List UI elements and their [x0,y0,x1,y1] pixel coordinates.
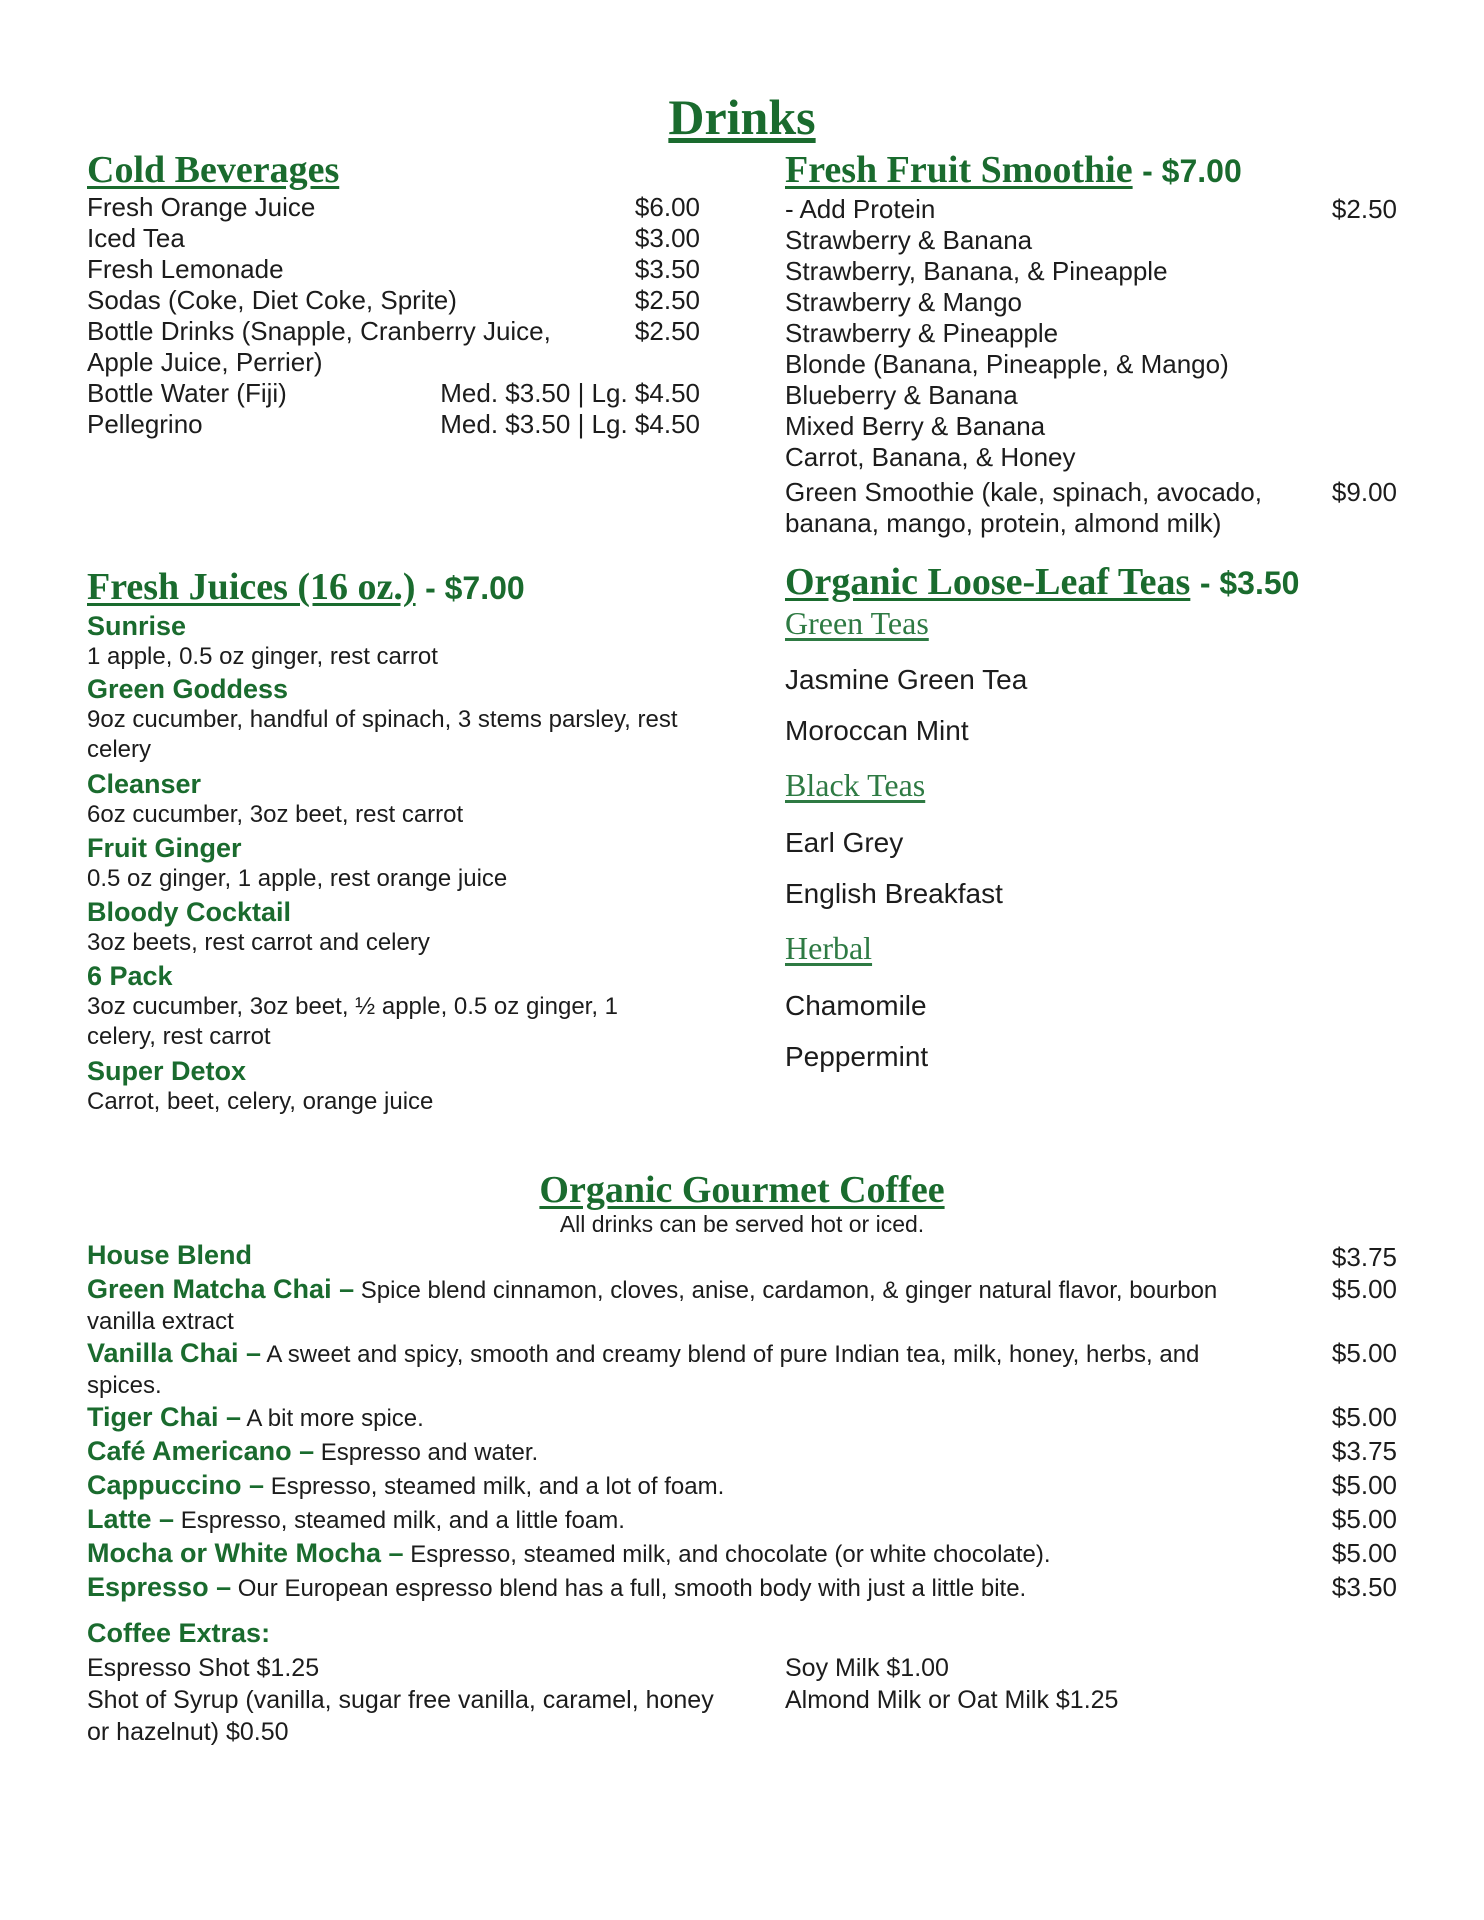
smoothie-item: Strawberry & Mango [785,287,1022,317]
coffee-name: Café Americano – [87,1436,315,1466]
smoothie-item: Strawberry & Banana [785,225,1033,255]
green-teas-label: Green Teas [785,605,929,641]
coffee-name: Green Matcha Chai – [87,1274,355,1304]
juice-name: Super Detox [87,1056,247,1086]
juice-name: Sunrise [87,611,187,641]
cold-item-name: Iced Tea [87,223,185,253]
smoothie-heading: Fresh Fruit Smoothie - $7.00 [785,149,1242,191]
smoothie-item: Carrot, Banana, & Honey [785,442,1076,472]
coffee-price: $5.00 [1331,1274,1397,1304]
smoothie-item: Blueberry & Banana [785,380,1018,410]
smoothie-item: banana, mango, protein, almond milk) [785,508,1222,538]
cold-item-price: Med. $3.50 | Lg. $4.50 [440,409,700,439]
juice-desc: 6oz cucumber, 3oz beet, rest carrot [87,801,464,828]
black-teas-label: Black Teas [785,767,926,803]
juice-name: Fruit Ginger [87,833,242,863]
coffee-item [87,1538,1267,1570]
juice-name: Green Goddess [87,674,289,704]
cold-item-name: Pellegrino [87,409,203,439]
juice-name: Bloody Cocktail [87,897,292,927]
tea-item: Moroccan Mint [785,715,969,746]
cold-item-name: Bottle Drinks (Snapple, Cranberry Juice, [87,316,551,346]
juice-desc: 1 apple, 0.5 oz ginger, rest carrot [87,643,438,670]
coffee-price: $3.50 [1331,1572,1397,1602]
teas-heading: Organic Loose-Leaf Teas - $3.50 [785,561,1300,603]
cold-item-name: Fresh Lemonade [87,254,284,284]
juices-heading: Fresh Juices (16 oz.) - $7.00 [87,566,525,608]
juices-heading-price: - $7.00 [425,570,525,606]
coffee-name: Espresso – [87,1572,232,1602]
coffee-item [87,1338,1277,1401]
coffee-item [87,1504,1267,1536]
coffee-desc: Espresso, steamed milk, and chocolate (or white chocolate). [410,1541,1051,1568]
teas-heading-price: - $3.50 [1199,565,1300,601]
cold-item-price: $2.50 [634,285,700,315]
cold-item-price: $3.00 [634,223,700,253]
coffee-price: $3.75 [1331,1436,1397,1466]
coffee-price: $5.00 [1331,1470,1397,1500]
coffee-name: House Blend [87,1240,253,1270]
coffee-note: All drinks can be served hot or iced. [559,1211,925,1237]
smoothie-heading-price: - $7.00 [1142,153,1242,189]
smoothie-item: Strawberry, Banana, & Pineapple [785,256,1168,286]
coffee-desc: Spice blend cinnamon, cloves, anise, cardamon, & ginger natural flavor, bourbon vanilla extract [87,1277,1218,1335]
tea-item: Chamomile [785,990,927,1021]
extra-item: Shot of Syrup (vanilla, sugar free vanilla, caramel, honey or hazelnut) $0.50 [87,1686,714,1746]
coffee-desc: A sweet and spicy, smooth and creamy blend of pure Indian tea, milk, honey, herbs, and spices. [87,1341,1200,1399]
tea-item: Jasmine Green Tea [785,664,1028,695]
coffee-item [87,1274,1237,1337]
cold-item-name: Sodas (Coke, Diet Coke, Sprite) [87,285,457,315]
tea-item: English Breakfast [785,878,1003,909]
coffee-price: $5.00 [1331,1338,1397,1368]
coffee-price: $5.00 [1331,1538,1397,1568]
cold-item-price: $3.50 [634,254,700,284]
smoothie-item: Blonde (Banana, Pineapple, & Mango) [785,349,1229,379]
coffee-name: Vanilla Chai – [87,1338,262,1368]
smoothie-item-price: $2.50 [1331,194,1397,224]
coffee-price: $3.75 [1331,1242,1397,1272]
page-title: Drinks [668,89,816,145]
juice-desc: 3oz beets, rest carrot and celery [87,929,430,956]
extra-item: Espresso Shot $1.25 [87,1654,320,1682]
juice-desc: 0.5 oz ginger, 1 apple, rest orange juice [87,865,508,892]
smoothie-item: Green Smoothie (kale, spinach, avocado, [785,477,1262,507]
extra-item: Soy Milk $1.00 [785,1654,949,1682]
coffee-price: $5.00 [1331,1402,1397,1432]
coffee-desc: Espresso and water. [320,1439,539,1466]
smoothie-item: Strawberry & Pineapple [785,318,1059,348]
cold-item-price: Med. $3.50 | Lg. $4.50 [440,378,700,408]
coffee-item [87,1470,1267,1502]
cold-item-name: Apple Juice, Perrier) [87,347,323,377]
juice-name: 6 Pack [87,961,173,991]
extra-item: Almond Milk or Oat Milk $1.25 [785,1686,1119,1714]
smoothie-item: - Add Protein [785,194,936,224]
juice-desc: 3oz cucumber, 3oz beet, ½ apple, 0.5 oz ginger, 1 celery, rest carrot [87,993,619,1050]
coffee-name: Cappuccino – [87,1470,265,1500]
coffee-name: Tiger Chai – [87,1402,242,1432]
smoothie-item-price: $9.00 [1331,477,1397,507]
coffee-name: Mocha or White Mocha – [87,1538,404,1568]
tea-item: Peppermint [785,1041,929,1072]
smoothie-item: Mixed Berry & Banana [785,411,1046,441]
coffee-desc: Our European espresso blend has a full, smooth body with just a little bite. [237,1575,1027,1602]
cold-item-name: Fresh Orange Juice [87,192,316,222]
tea-item: Earl Grey [785,827,904,858]
coffee-desc: A bit more spice. [246,1405,424,1432]
coffee-desc: Espresso, steamed milk, and a little foam. [180,1507,625,1534]
coffee-desc: Espresso, steamed milk, and a lot of foam. [270,1473,725,1500]
coffee-extras-heading: Coffee Extras: [87,1618,271,1648]
cold-item-price: $2.50 [634,316,700,346]
juice-name: Cleanser [87,769,202,799]
coffee-item [87,1436,1267,1468]
coffee-item [87,1240,1267,1272]
coffee-item [87,1572,1267,1604]
coffee-item [87,1402,1267,1434]
cold-beverages-heading: Cold Beverages [87,149,340,191]
juice-desc: Carrot, beet, celery, orange juice [87,1088,434,1115]
coffee-heading: Organic Gourmet Coffee [539,1169,945,1211]
cold-item-name: Bottle Water (Fiji) [87,378,287,408]
juice-desc: 9oz cucumber, handful of spinach, 3 stems parsley, rest celery [87,706,678,763]
coffee-price: $5.00 [1331,1504,1397,1534]
cold-item-price: $6.00 [634,192,700,222]
coffee-name: Latte – [87,1504,175,1534]
herbal-teas-label: Herbal [785,930,873,966]
